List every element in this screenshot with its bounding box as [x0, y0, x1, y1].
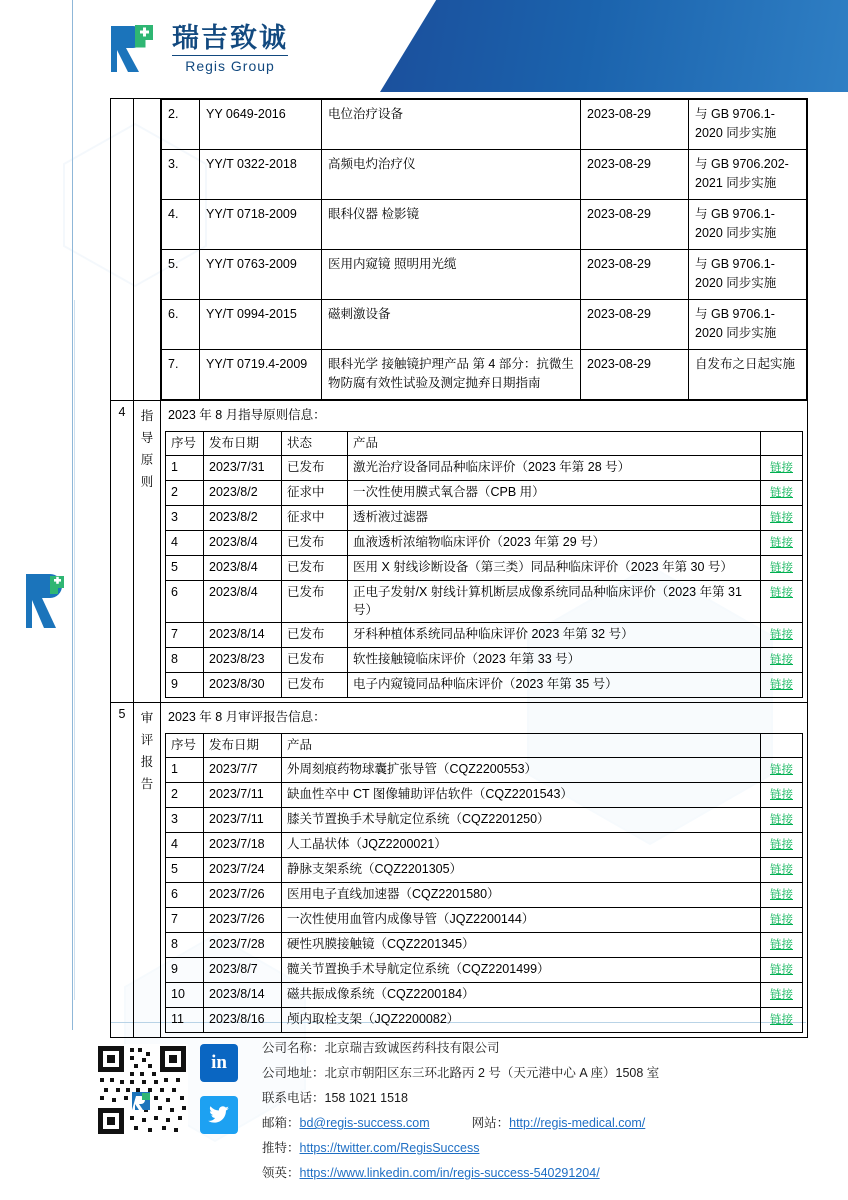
guideline-product: 医用 X 射线诊断设备（第三类）同品种临床评价（2023 年第 30 号） [348, 556, 761, 581]
footer-phone-row [262, 1086, 659, 1111]
review-link[interactable]: 链接 [770, 864, 793, 876]
guideline-block-row [111, 401, 808, 703]
review-link-cell [761, 883, 803, 908]
standard-no: 7. [162, 350, 200, 400]
side-logo-icon [24, 570, 70, 632]
review-no: 4 [166, 833, 204, 858]
table-row [166, 556, 803, 581]
brand-logo [110, 22, 288, 76]
guideline-no: 3 [166, 506, 204, 531]
review-no: 6 [166, 883, 204, 908]
social-icons [200, 1044, 240, 1134]
footer-twitter-row [262, 1136, 659, 1161]
table-row [166, 673, 803, 698]
standard-name: 电位治疗设备 [322, 100, 581, 150]
guideline-header-row [166, 432, 803, 456]
footer-twitter-label: 推特： [262, 1141, 300, 1155]
footer-phone-value: 158 1021 1518 [324, 1091, 408, 1105]
guideline-link-cell [761, 531, 803, 556]
logo-text-cn: 瑞吉致诚 [172, 23, 288, 54]
standard-note: 与 GB 9706.1-2020 同步实施 [689, 300, 807, 350]
guideline-status: 已发布 [282, 531, 348, 556]
review-date: 2023/7/26 [204, 883, 282, 908]
guideline-link[interactable]: 链接 [770, 512, 793, 524]
review-table [165, 733, 803, 1033]
review-date: 2023/8/14 [204, 983, 282, 1008]
main-outline-table [110, 98, 808, 1038]
review-product: 磁共振成像系统（CQZ2200184） [282, 983, 761, 1008]
guideline-date: 2023/7/31 [204, 456, 282, 481]
review-no: 11 [166, 1008, 204, 1033]
footer-address-label: 公司地址： [262, 1066, 325, 1080]
review-product: 人工晶状体（JQZ2200021） [282, 833, 761, 858]
guideline-status: 已发布 [282, 556, 348, 581]
standard-date: 2023-08-29 [581, 250, 689, 300]
standard-no: 5. [162, 250, 200, 300]
review-product: 一次性使用血管内成像导管（JQZ2200144） [282, 908, 761, 933]
standard-no: 6. [162, 300, 200, 350]
review-no: 3 [166, 808, 204, 833]
standard-date: 2023-08-29 [581, 300, 689, 350]
standard-note: 自发布之日起实施 [689, 350, 807, 400]
review-link[interactable]: 链接 [770, 789, 793, 801]
review-header-row [166, 734, 803, 758]
review-no: 8 [166, 933, 204, 958]
review-no: 1 [166, 758, 204, 783]
footer-email-link[interactable]: bd@regis-success.com [299, 1116, 430, 1130]
footer-phone-label: 联系电话： [262, 1091, 325, 1105]
review-index-cell: 5 [111, 703, 134, 1038]
guideline-product: 透析液过滤器 [348, 506, 761, 531]
table-row [162, 250, 807, 300]
footer-linkedin-label: 领英： [262, 1166, 300, 1180]
review-col-link [761, 734, 803, 758]
guideline-status: 已发布 [282, 456, 348, 481]
review-product: 髋关节置换手术导航定位系统（CQZ2201499） [282, 958, 761, 983]
review-block-row [111, 703, 808, 1038]
guideline-status: 已发布 [282, 673, 348, 698]
review-date: 2023/7/28 [204, 933, 282, 958]
review-link[interactable]: 链接 [770, 839, 793, 851]
table-row [166, 908, 803, 933]
guideline-no: 2 [166, 481, 204, 506]
review-link-cell [761, 833, 803, 858]
review-product: 颅内取栓支架（JQZ2200082） [282, 1008, 761, 1033]
review-content-cell [161, 703, 808, 1038]
guideline-product: 血液透析浓缩物临床评价（2023 年第 29 号） [348, 531, 761, 556]
guideline-product: 一次性使用膜式氧合器（CPB 用） [348, 481, 761, 506]
guideline-product: 激光治疗设备同品种临床评价（2023 年第 28 号） [348, 456, 761, 481]
footer-company-value: 北京瑞吉致诚医药科技有限公司 [324, 1041, 500, 1055]
guideline-link-cell [761, 623, 803, 648]
guideline-link-cell [761, 648, 803, 673]
guideline-link[interactable]: 链接 [770, 679, 793, 691]
review-link[interactable]: 链接 [770, 939, 793, 951]
guideline-link-cell [761, 581, 803, 623]
guideline-link[interactable]: 链接 [770, 537, 793, 549]
review-col-no: 序号 [166, 734, 204, 758]
guideline-date: 2023/8/4 [204, 581, 282, 623]
table-row [166, 581, 803, 623]
table-row [162, 150, 807, 200]
table-row [162, 100, 807, 150]
guideline-date: 2023/8/4 [204, 556, 282, 581]
regis-logo-icon [110, 22, 162, 76]
standard-date: 2023-08-29 [581, 100, 689, 150]
qr-code-icon [96, 1044, 188, 1136]
standards-content-cell [161, 99, 808, 401]
guideline-link[interactable]: 链接 [770, 462, 793, 474]
review-link[interactable]: 链接 [770, 889, 793, 901]
guideline-link[interactable]: 链接 [770, 654, 793, 666]
review-product: 膝关节置换手术导航定位系统（CQZ2201250） [282, 808, 761, 833]
footer-address-row [262, 1061, 659, 1086]
table-row [166, 858, 803, 883]
footer-email-row [262, 1111, 659, 1136]
standards-block-row [111, 99, 808, 401]
review-product: 硬性巩膜接触镜（CQZ2201345） [282, 933, 761, 958]
guideline-index-cell: 4 [111, 401, 134, 703]
guideline-link-cell [761, 506, 803, 531]
review-link[interactable]: 链接 [770, 989, 793, 1001]
table-row [166, 883, 803, 908]
table-row [166, 808, 803, 833]
standard-code: YY/T 0719.4-2009 [200, 350, 322, 400]
logo-text-en: Regis Group [172, 55, 288, 74]
table-row [166, 623, 803, 648]
footer-email-label: 邮箱： [262, 1116, 300, 1130]
guideline-col-link [761, 432, 803, 456]
standard-no: 3. [162, 150, 200, 200]
review-link[interactable]: 链接 [770, 764, 793, 776]
standard-no: 2. [162, 100, 200, 150]
footer-contact-block [262, 1036, 659, 1186]
guideline-link[interactable]: 链接 [770, 487, 793, 499]
standard-name: 高频电灼治疗仪 [322, 150, 581, 200]
standard-date: 2023-08-29 [581, 200, 689, 250]
table-row [162, 350, 807, 400]
footer-linkedin-row [262, 1161, 659, 1186]
review-category-cell: 审 评 报 告 [134, 703, 161, 1038]
guideline-no: 7 [166, 623, 204, 648]
guideline-date: 2023/8/2 [204, 481, 282, 506]
guideline-link-cell [761, 556, 803, 581]
guideline-no: 4 [166, 531, 204, 556]
guideline-link-cell [761, 673, 803, 698]
review-link-cell [761, 933, 803, 958]
review-no: 5 [166, 858, 204, 883]
standard-code: YY/T 0718-2009 [200, 200, 322, 250]
table-row [162, 200, 807, 250]
guideline-content-cell [161, 401, 808, 703]
review-date: 2023/8/7 [204, 958, 282, 983]
review-no: 9 [166, 958, 204, 983]
guideline-no: 9 [166, 673, 204, 698]
standard-no: 4. [162, 200, 200, 250]
review-no: 10 [166, 983, 204, 1008]
table-row [166, 833, 803, 858]
footer-website-label: 网站： [471, 1116, 510, 1130]
review-date: 2023/7/18 [204, 833, 282, 858]
guideline-link-cell [761, 481, 803, 506]
standards-category-cell [134, 99, 161, 401]
review-section-title: 2023 年 8 月审评报告信息： [168, 710, 326, 724]
document-body [110, 98, 808, 1038]
standard-code: YY/T 0322-2018 [200, 150, 322, 200]
guideline-link[interactable]: 链接 [770, 562, 793, 574]
guideline-status: 已发布 [282, 581, 348, 623]
guideline-col-no: 序号 [166, 432, 204, 456]
guideline-date: 2023/8/23 [204, 648, 282, 673]
standard-note: 与 GB 9706.1-2020 同步实施 [689, 200, 807, 250]
table-row [166, 456, 803, 481]
standards-table [161, 99, 807, 400]
guideline-section-title: 2023 年 8 月指导原则信息： [168, 408, 326, 422]
footer-company-row [262, 1036, 659, 1061]
guideline-status: 征求中 [282, 481, 348, 506]
guideline-product: 牙科种植体系统同品种临床评价 2023 年第 32 号） [348, 623, 761, 648]
linkedin-icon[interactable]: in [200, 1044, 238, 1082]
guideline-link-cell [761, 456, 803, 481]
review-link[interactable]: 链接 [770, 964, 793, 976]
review-date: 2023/7/11 [204, 783, 282, 808]
table-row [166, 983, 803, 1008]
guideline-date: 2023/8/4 [204, 531, 282, 556]
standard-name: 磁刺激设备 [322, 300, 581, 350]
guideline-no: 5 [166, 556, 204, 581]
table-row [166, 783, 803, 808]
review-no: 2 [166, 783, 204, 808]
review-no: 7 [166, 908, 204, 933]
review-col-date: 发布日期 [204, 734, 282, 758]
guideline-col-date: 发布日期 [204, 432, 282, 456]
review-link-cell [761, 908, 803, 933]
guideline-status: 征求中 [282, 506, 348, 531]
review-date: 2023/7/26 [204, 908, 282, 933]
review-product: 外周刻痕药物球囊扩张导管（CQZ2200553） [282, 758, 761, 783]
twitter-icon[interactable] [200, 1096, 238, 1134]
guideline-date: 2023/8/30 [204, 673, 282, 698]
standards-index-cell [111, 99, 134, 401]
review-link-cell [761, 808, 803, 833]
standard-note: 与 GB 9706.1-2020 同步实施 [689, 100, 807, 150]
footer-company-label: 公司名称： [262, 1041, 325, 1055]
standard-name: 眼科光学 接触镜护理产品 第 4 部分：抗微生物防腐有效性试验及测定抛弃日期指南 [322, 350, 581, 400]
standard-code: YY/T 0994-2015 [200, 300, 322, 350]
guideline-col-status: 状态 [282, 432, 348, 456]
review-link[interactable]: 链接 [770, 1014, 793, 1026]
review-link[interactable]: 链接 [770, 814, 793, 826]
table-row [166, 481, 803, 506]
review-product: 医用电子直线加速器（CQZ2201580） [282, 883, 761, 908]
guideline-product: 正电子发射/X 射线计算机断层成像系统同品种临床评价（2023 年第 31 号） [348, 581, 761, 623]
review-link-cell [761, 783, 803, 808]
table-row [162, 300, 807, 350]
guideline-table [165, 431, 803, 698]
guideline-date: 2023/8/2 [204, 506, 282, 531]
table-row [166, 1008, 803, 1033]
table-row [166, 531, 803, 556]
review-date: 2023/7/7 [204, 758, 282, 783]
review-product: 缺血性卒中 CT 图像辅助评估软件（CQZ2201543） [282, 783, 761, 808]
guideline-no: 6 [166, 581, 204, 623]
review-link[interactable]: 链接 [770, 914, 793, 926]
guideline-link[interactable]: 链接 [770, 629, 793, 641]
standard-name: 眼科仪器 检影镜 [322, 200, 581, 250]
standard-note: 与 GB 9706.1-2020 同步实施 [689, 250, 807, 300]
footer-website-link[interactable]: http://regis-medical.com/ [509, 1116, 646, 1130]
table-row [166, 648, 803, 673]
standard-date: 2023-08-29 [581, 150, 689, 200]
table-row [166, 933, 803, 958]
guideline-status: 已发布 [282, 623, 348, 648]
footer-twitter-link[interactable]: https://twitter.com/RegisSuccess [299, 1141, 480, 1155]
standard-code: YY/T 0763-2009 [200, 250, 322, 300]
page-header [0, 0, 848, 96]
review-date: 2023/8/16 [204, 1008, 282, 1033]
standard-code: YY 0649-2016 [200, 100, 322, 150]
guideline-category-cell: 指 导 原 则 [134, 401, 161, 703]
guideline-date: 2023/8/14 [204, 623, 282, 648]
guideline-status: 已发布 [282, 648, 348, 673]
review-link-cell [761, 1008, 803, 1033]
guideline-no: 1 [166, 456, 204, 481]
table-row [166, 958, 803, 983]
guideline-product: 软性接触镜临床评价（2023 年第 33 号） [348, 648, 761, 673]
review-product: 静脉支架系统（CQZ2201305） [282, 858, 761, 883]
review-col-product: 产品 [282, 734, 761, 758]
footer-address-value: 北京市朝阳区东三环北路丙 2 号（天元港中心 A 座）1508 室 [324, 1066, 660, 1080]
guideline-no: 8 [166, 648, 204, 673]
review-date: 2023/7/24 [204, 858, 282, 883]
review-date: 2023/7/11 [204, 808, 282, 833]
footer-linkedin-link[interactable]: https://www.linkedin.com/in/regis-success-540291204/ [299, 1166, 600, 1180]
review-link-cell [761, 858, 803, 883]
guideline-link[interactable]: 链接 [770, 587, 793, 599]
standard-note: 与 GB 9706.202-2021 同步实施 [689, 150, 807, 200]
standard-date: 2023-08-29 [581, 350, 689, 400]
review-link-cell [761, 758, 803, 783]
guideline-col-product: 产品 [348, 432, 761, 456]
review-link-cell [761, 958, 803, 983]
standard-name: 医用内窥镜 照明用光缆 [322, 250, 581, 300]
guideline-product: 电子内窥镜同品种临床评价（2023 年第 35 号） [348, 673, 761, 698]
table-row [166, 758, 803, 783]
left-rule-secondary [74, 300, 75, 1000]
table-row [166, 506, 803, 531]
review-link-cell [761, 983, 803, 1008]
